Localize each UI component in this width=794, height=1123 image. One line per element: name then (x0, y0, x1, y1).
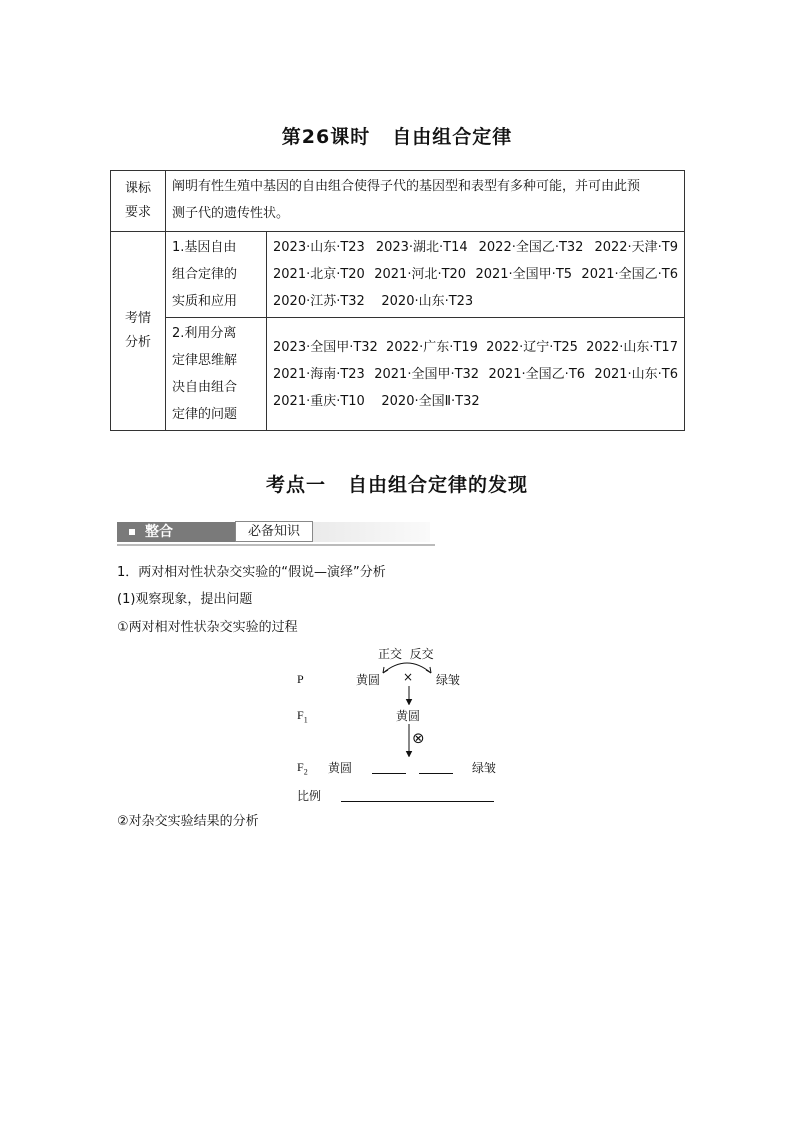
exam-line: 2023·山东·T23 2023·湖北·T14 2022·全国乙·T32 2022·天津·T9 (273, 240, 678, 255)
section-title: 自由组合定律的发现 (348, 474, 529, 496)
topic-name-1: 1.基因自由 组合定律的 实质和应用 (166, 232, 267, 318)
banner-tag: 必备知识 (235, 521, 313, 542)
cross-symbol: × (403, 670, 414, 684)
p-label: P (297, 672, 304, 686)
title-lesson: 第26课时 (281, 126, 371, 148)
item-1-1-a: ①两对相对性状杂交实验的过程 (117, 620, 298, 635)
arrow-down-icon (404, 686, 414, 706)
topic-name-2: 2.利用分离 定律思维解 决自由组合 定律的问题 (166, 318, 267, 431)
square-bullet-icon (129, 529, 135, 535)
cross-arrows-icon (375, 655, 445, 677)
label-analysis: 考情 分析 (111, 232, 166, 431)
topic-exams-1 (267, 232, 685, 318)
blank-line (419, 773, 453, 774)
f1-value: 黄圆 (396, 709, 421, 723)
p-right: 绿皱 (436, 673, 461, 687)
title-topic: 自由组合定律 (392, 126, 513, 148)
f2-label: $F_2$ (297, 760, 308, 777)
ratio-label: 比例 (297, 789, 322, 803)
self-cross-icon: ⊗ (412, 729, 425, 747)
item-1-1-b: ②对杂交实验结果的分析 (117, 814, 259, 829)
f2-left: 黄圆 (328, 761, 353, 775)
standards-table (110, 170, 685, 431)
f1-label: $F_1$ (297, 708, 308, 725)
exam-line: 2021·海南·T23 2021·全国甲·T32 2021·全国乙·T6 2021·山东·T6 (273, 366, 678, 382)
label-requirement: 课标 要求 (111, 171, 166, 232)
section-number: 考点一 (265, 474, 326, 496)
f2-right: 绿皱 (472, 761, 497, 775)
cross-types: 正交 反交 (378, 647, 434, 661)
page-title (0, 122, 794, 149)
blank-line (341, 801, 494, 802)
exam-line: 2020·江苏·T32 2020·山东·T23 (273, 294, 474, 309)
item-1: 1．两对相对性状杂交实验的“假说—演绎”分析 (117, 565, 386, 580)
arrow-down-icon (404, 724, 414, 758)
item-1-1: (1)观察现象，提出问题 (117, 592, 253, 607)
exam-line: 2023·全国甲·T32 2022·广东·T19 2022·辽宁·T25 2022·山东·T17 (273, 339, 678, 355)
p-left: 黄圆 (356, 673, 381, 687)
topic-exams-2 (267, 318, 685, 431)
exam-line: 2021·重庆·T10 2020·全国Ⅱ·T32 (273, 393, 480, 409)
requirement-text: 阐明有性生殖中基因的自由组合使得子代的基因型和表型有多种可能，并可由此预 测子代的遗传性状。 (166, 171, 685, 232)
blank-line (372, 773, 406, 774)
exam-line: 2021·北京·T20 2021·河北·T20 2021·全国甲·T5 2021·全国乙·T6 (273, 267, 678, 282)
section-heading (0, 470, 794, 497)
section-banner (117, 520, 435, 546)
banner-main: 整合 (145, 524, 173, 540)
